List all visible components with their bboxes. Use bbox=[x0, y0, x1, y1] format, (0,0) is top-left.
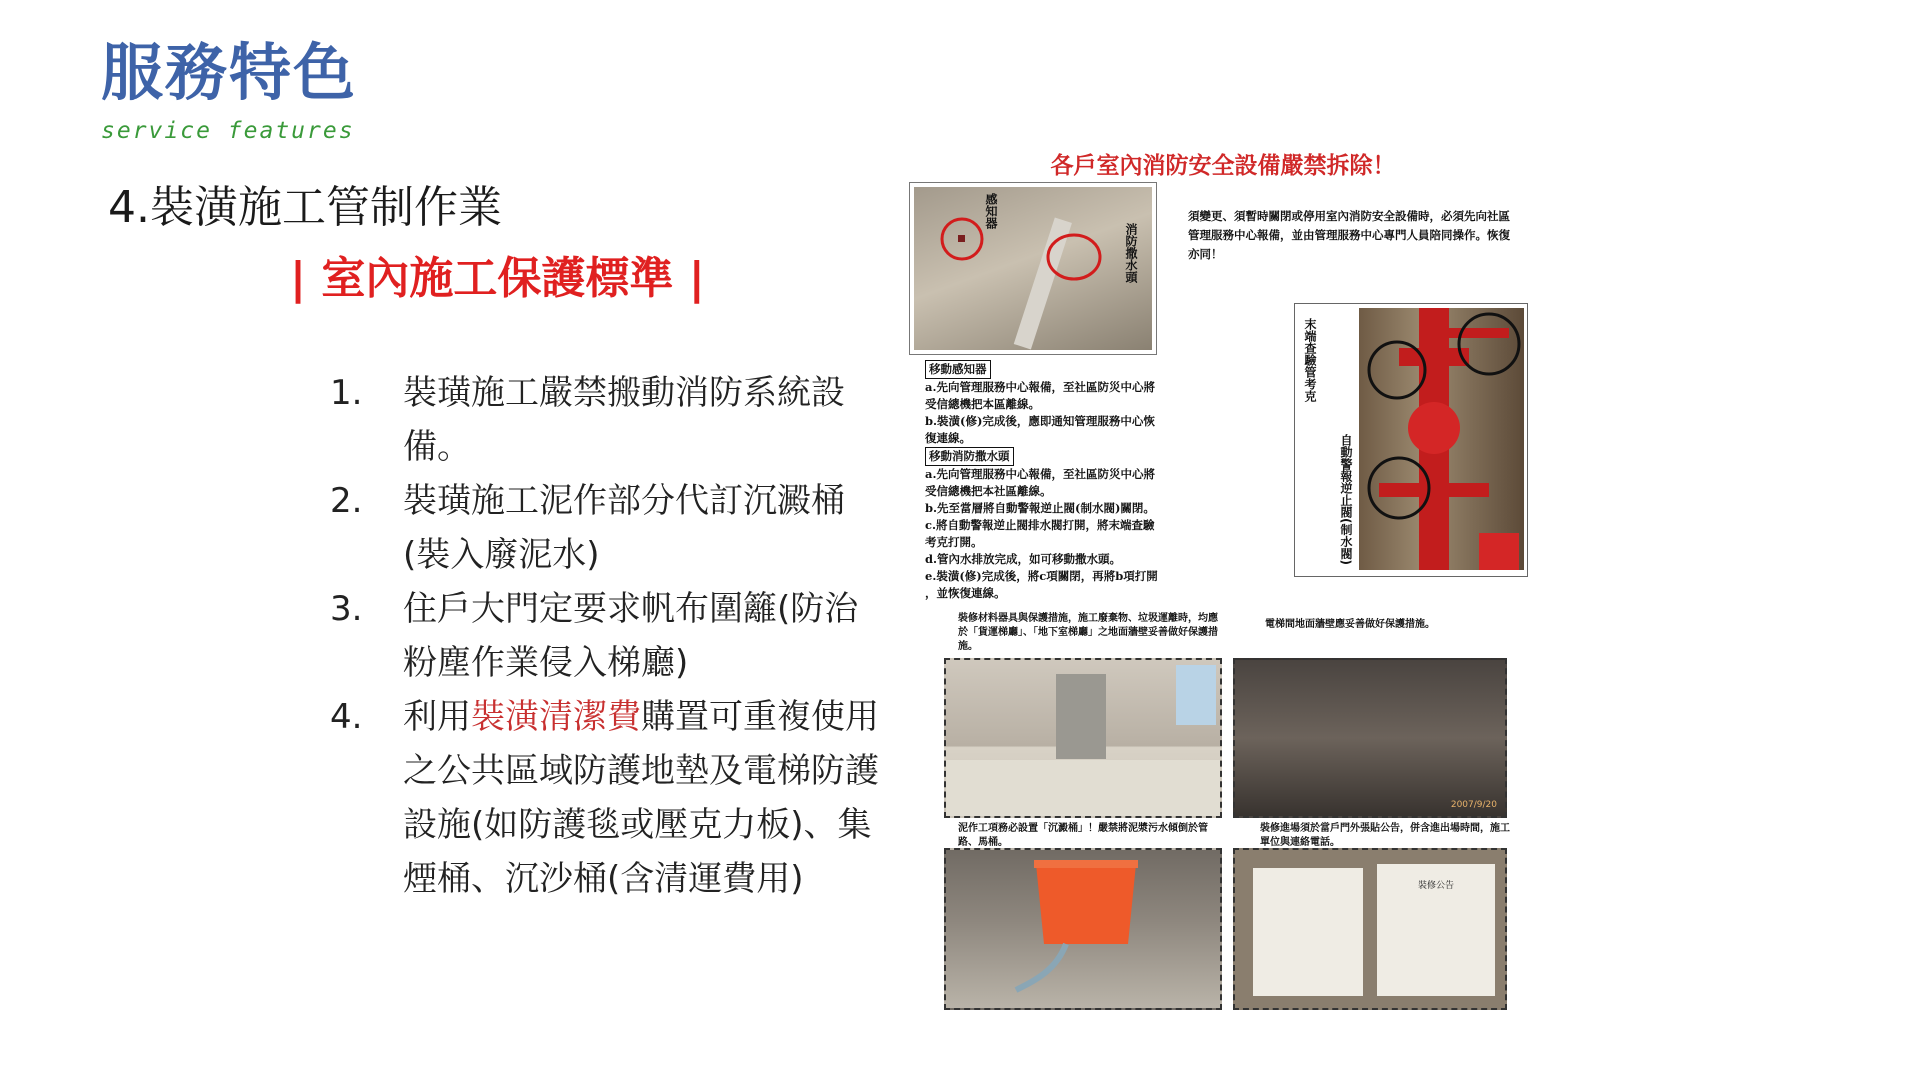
page-title: 服務特色 bbox=[101, 36, 358, 109]
photo-date-stamp: 2007/9/20 bbox=[1450, 800, 1497, 810]
box1-line: 復連線。 bbox=[925, 431, 971, 445]
valve-photo bbox=[1359, 308, 1524, 570]
item-text-highlight: 裝潢清潔費 bbox=[471, 697, 641, 737]
sediment-bucket-photo bbox=[944, 848, 1222, 1010]
valve-label-2: 自動警報逆止閥(制水閥) bbox=[1339, 434, 1353, 565]
notice-sheet-left bbox=[1253, 868, 1363, 996]
caption-top-right: 電梯間地面牆壁應妥善做好保護措施。 bbox=[1265, 619, 1435, 630]
elevator-lobby-photo bbox=[944, 658, 1222, 818]
ceiling-photo-graphic bbox=[914, 187, 1152, 350]
fire-safety-poster bbox=[898, 135, 1548, 600]
notice-board-title: 裝修公告 bbox=[1417, 881, 1454, 891]
item-text: 裝璜施工嚴禁搬動消防系統設備。 bbox=[403, 373, 845, 467]
list-item bbox=[330, 366, 890, 474]
item-text-pre: 利用 bbox=[403, 697, 471, 737]
valve-graphic bbox=[1359, 308, 1524, 570]
elevator-lobby-graphic bbox=[946, 660, 1220, 816]
page-subtitle: service features bbox=[101, 118, 355, 144]
box2-line: e.裝潢(修)完成後，將c項關閉，再將b項打開 bbox=[925, 569, 1158, 583]
item-number: 1. bbox=[330, 373, 363, 413]
list-item bbox=[330, 582, 890, 690]
box2-line: a.先向管理服務中心報備，至社區防災中心將 bbox=[925, 467, 1155, 481]
list-item bbox=[330, 474, 890, 582]
list-item bbox=[330, 690, 890, 906]
item-number: 4. bbox=[330, 697, 363, 737]
box1-line: a.先向管理服務中心報備，至社區防災中心將 bbox=[925, 380, 1155, 394]
valve-photo-panel bbox=[1294, 303, 1528, 577]
sensor-label: 感知器 bbox=[984, 193, 998, 229]
caption-bottom-right: 裝修進場須於當戶門外張貼公告，併含進出場時間，施工單位與連絡電話。 bbox=[1260, 823, 1510, 848]
notice-sheet-right bbox=[1377, 864, 1495, 996]
item-text: 裝璜施工泥作部分代訂沉澱桶(裝入廢泥水) bbox=[403, 481, 845, 575]
highlight-heading: | 室內施工保護標準 | bbox=[290, 253, 705, 304]
box2-title: 移動消防撒水頭 bbox=[925, 447, 1014, 466]
item-number: 2. bbox=[330, 481, 363, 521]
sprinkler-label: 消防撒水頭 bbox=[1124, 223, 1138, 283]
box1-line: b.裝潢(修)完成後，應即通知管理服務中心恢 bbox=[925, 414, 1155, 428]
wall-protection-photo bbox=[1233, 658, 1507, 818]
construction-photos-sheet bbox=[920, 600, 1527, 1030]
box1-line: 受信總機把本區離線。 bbox=[925, 397, 1040, 411]
box2-line: 考克打開。 bbox=[925, 535, 983, 549]
notice-board-photo bbox=[1233, 848, 1507, 1010]
caption-top-left: 裝修材料器具與保護措施，施工廢棄物、垃圾運離時，均應於「貨運梯廳」、「地下室梯廳」之地面牆壁妥善做好保護措施。 bbox=[958, 613, 1218, 652]
caption-bottom-left: 泥作工項務必設置「沉澱桶」！嚴禁將泥漿污水傾倒於管路、馬桶。 bbox=[958, 823, 1208, 848]
valve-label-1: 末端查驗管考克 bbox=[1303, 318, 1317, 402]
item-text-post: 購置可重複使用之公共區域防護地墊及電梯防護設施(如防護毯或壓克力板)、集煙桶、沉沙桶(含清運費用) bbox=[403, 697, 879, 899]
poster-notice: 須變更、須暫時關閉或停用室內消防安全設備時，必須先向社區管理服務中心報備，並由管理服務中心專門人員陪同操作。恢復亦同！ bbox=[1188, 209, 1510, 261]
poster-title: 各戶室內消防安全設備嚴禁拆除！ bbox=[1050, 153, 1396, 179]
box2-line: 受信總機把本社區離線。 bbox=[925, 484, 1052, 498]
box2-line: ，並恢復連線。 bbox=[925, 586, 1006, 600]
item-text: 住戶大門定要求帆布圍籬(防治粉塵作業侵入梯廳) bbox=[403, 589, 859, 683]
bucket-graphic bbox=[946, 850, 1220, 1008]
box1-title: 移動感知器 bbox=[925, 360, 991, 379]
standards-list bbox=[330, 366, 890, 906]
box2-line: d.管內水排放完成，如可移動撒水頭。 bbox=[925, 552, 1122, 566]
sensor-instructions bbox=[925, 360, 1265, 602]
box2-line: c.將自動警報逆止閥排水閥打開，將末端查驗 bbox=[925, 518, 1155, 532]
section-heading: 4.裝潢施工管制作業 bbox=[108, 182, 502, 233]
box2-line: b.先至當層將自動警報逆止閥(制水閥)關閉。 bbox=[925, 501, 1155, 515]
ceiling-photo bbox=[910, 183, 1156, 354]
item-number: 3. bbox=[330, 589, 363, 629]
